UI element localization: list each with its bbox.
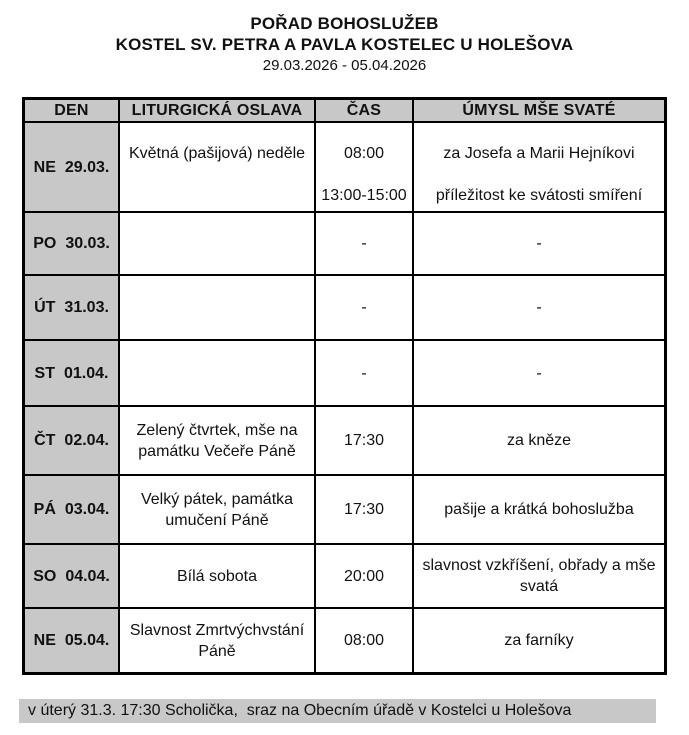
day-cell xyxy=(25,341,120,405)
time-text-2: 13:00-15:00 xyxy=(321,187,407,204)
celebration-cell: Bílá sobota xyxy=(120,545,316,607)
day-date: 30.03. xyxy=(65,235,110,252)
day-date: 03.04. xyxy=(64,501,110,518)
day-cell xyxy=(25,407,120,474)
time-cell xyxy=(316,123,414,211)
intention-cell: za farníky xyxy=(504,632,574,649)
header-cell-day: DEN xyxy=(25,100,120,121)
time-text: 08:00 xyxy=(343,145,385,162)
day-cell xyxy=(25,545,120,607)
day-abbrev: NE xyxy=(33,632,56,649)
intention-cell: za kněze xyxy=(506,432,572,449)
day-abbrev: PÁ xyxy=(33,501,56,518)
intention-cell: slavnost vzkříšení, obřady a mše svatá xyxy=(422,557,656,595)
intention-text-2: příležitost ke svátosti smíření xyxy=(435,187,643,204)
day-abbrev: ST xyxy=(34,364,55,382)
footer-note: v úterý 31.3. 17:30 Scholička, sraz na Obecním úřadě v Kostelci u Holešova xyxy=(19,699,656,723)
table-row xyxy=(25,545,664,609)
celebration-text: Květná (pašijová) neděle xyxy=(128,145,306,162)
celebration-cell: Zelený čtvrtek, mše na památku Večeře Páně xyxy=(120,407,316,474)
day-cell xyxy=(25,609,120,672)
table-row xyxy=(25,341,664,407)
time-cell: 17:30 xyxy=(316,476,414,543)
time-cell: 20:00 xyxy=(316,545,414,607)
header-cell-time: ČAS xyxy=(316,100,414,121)
day-date: 31.03. xyxy=(64,299,109,316)
day-cell xyxy=(25,476,120,543)
celebration-cell: Velký pátek, památka umučení Páně xyxy=(120,476,316,543)
table-row xyxy=(25,407,664,476)
day-date: 29.03. xyxy=(64,158,110,176)
day-date: 04.04. xyxy=(65,567,110,585)
intention-cell: - xyxy=(536,299,542,316)
table-row xyxy=(25,276,664,341)
day-date: 02.04. xyxy=(64,432,109,449)
date-range: 29.03.2026 - 05.04.2026 xyxy=(262,57,427,74)
day-abbrev: ČT xyxy=(34,432,56,449)
time-cell: - xyxy=(316,276,414,339)
table-row xyxy=(25,609,664,672)
header-cell-intention: ÚMYSL MŠE SVATÉ xyxy=(414,100,664,121)
table-row xyxy=(25,123,664,213)
day-date: 05.04. xyxy=(64,632,110,649)
time-cell: - xyxy=(316,213,414,274)
day-cell xyxy=(25,123,120,211)
celebration-cell xyxy=(120,341,316,405)
time-cell: 17:30 xyxy=(316,407,414,474)
intention-cell xyxy=(414,123,664,211)
celebration-cell xyxy=(120,276,316,339)
intention-cell: pašije a krátká bohoslužba xyxy=(444,501,634,518)
header-cell-celebration: LITURGICKÁ OSLAVA xyxy=(120,100,316,121)
day-cell xyxy=(25,276,120,339)
document-header xyxy=(0,0,689,76)
day-abbrev: PO xyxy=(33,235,57,252)
celebration-cell xyxy=(120,213,316,274)
time-cell: - xyxy=(316,341,414,405)
table-row xyxy=(25,476,664,545)
day-abbrev: SO xyxy=(33,567,57,585)
day-abbrev: ÚT xyxy=(34,299,56,316)
day-date: 01.04. xyxy=(63,364,109,382)
table-row xyxy=(25,213,664,276)
celebration-cell: Slavnost Zmrtvýchvstání Páně xyxy=(120,609,316,672)
page-title: POŘAD BOHOSLUŽEB xyxy=(250,14,439,33)
intention-cell: - xyxy=(536,364,542,382)
time-cell: 08:00 xyxy=(316,609,414,672)
schedule-table xyxy=(22,97,667,675)
table-header-row xyxy=(25,100,664,123)
celebration-cell xyxy=(120,123,316,211)
church-name: KOSTEL SV. PETRA A PAVLA KOSTELEC U HOLEŠOVA xyxy=(115,35,574,54)
day-cell xyxy=(25,213,120,274)
intention-text: za Josefa a Marii Hejníkovi xyxy=(443,145,635,162)
day-abbrev: NE xyxy=(33,158,56,176)
intention-cell: - xyxy=(536,235,542,252)
